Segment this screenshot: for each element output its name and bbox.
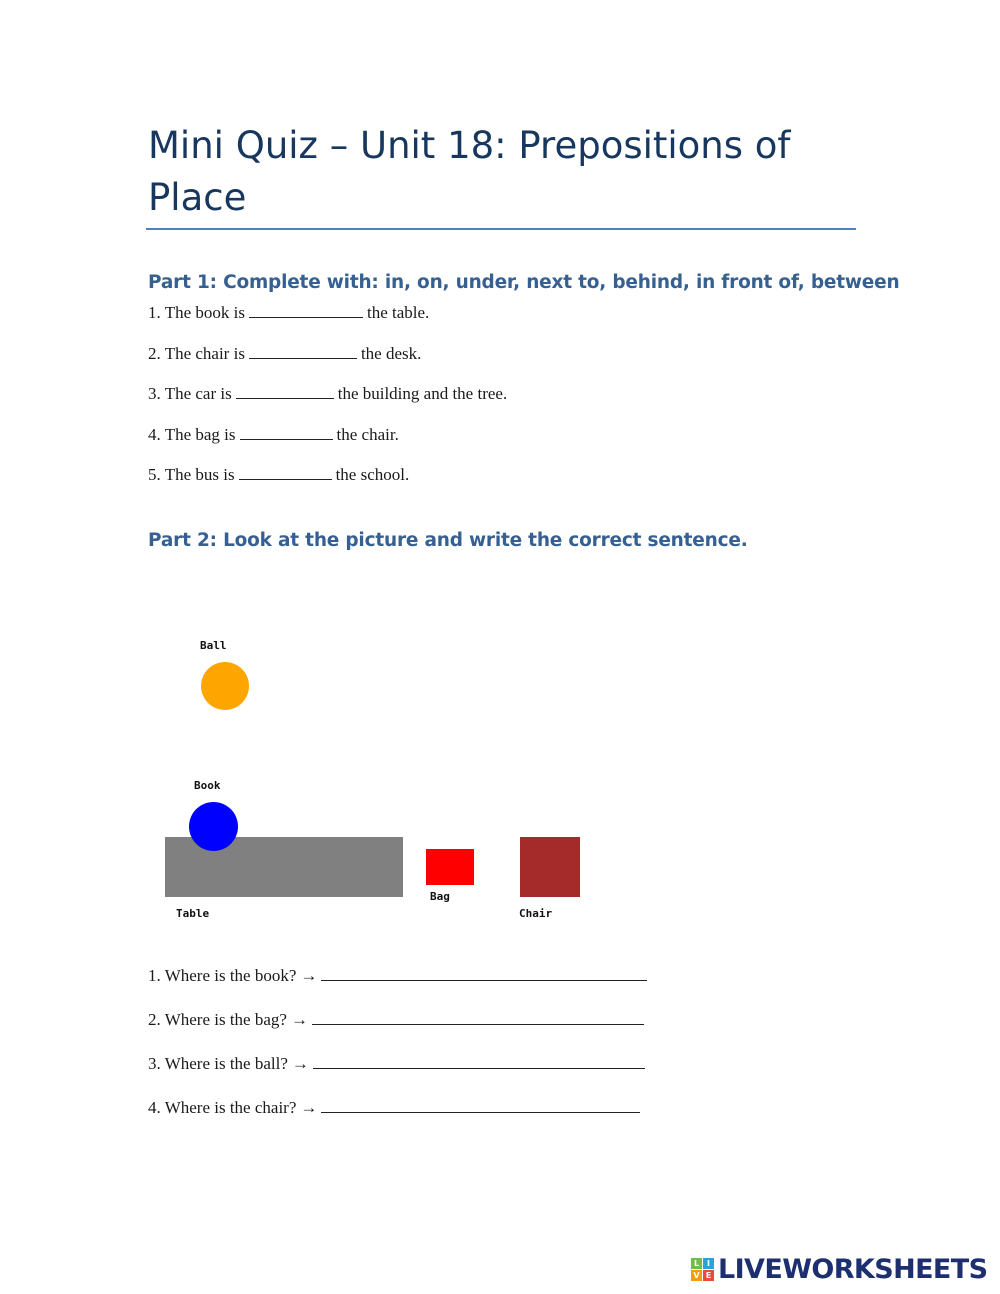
arrow-icon: →: [300, 1098, 318, 1117]
part1-item-3-text: 3. The car is: [148, 384, 232, 403]
arrow-icon: →: [291, 1054, 309, 1073]
part2-answer-1-blank[interactable]: [321, 966, 647, 981]
liveworksheets-logo-icon: [691, 1258, 714, 1281]
part1-item-1: [148, 302, 429, 324]
part2-question-1-text: 1. Where is the book?: [148, 966, 297, 985]
logo-text: LIVEWORKSHEETS: [718, 1254, 988, 1285]
part1-item-5-text: 5. The bus is: [148, 465, 235, 484]
part2-question-3-text: 3. Where is the ball?: [148, 1054, 288, 1073]
part1-item-3-after: the building and the tree.: [337, 384, 508, 403]
part1-item-1-after: the table.: [366, 303, 430, 322]
logo-mark-letter: I: [703, 1258, 714, 1269]
chair-label: Chair: [519, 907, 553, 920]
arrow-icon: →: [290, 1010, 308, 1029]
page-title: Mini Quiz – Unit 18: Prepositions of Place: [148, 124, 791, 219]
part2-answer-4-blank[interactable]: [321, 1098, 640, 1113]
part2-question-4: [148, 1097, 644, 1119]
table-label: Table: [176, 907, 210, 920]
bag-label: Bag: [430, 890, 450, 903]
ball-label: Ball: [200, 639, 227, 652]
logo-mark-letter: V: [691, 1270, 702, 1281]
part1-item-3-blank[interactable]: [236, 384, 334, 399]
title-divider: [146, 228, 856, 230]
logo-mark-letter: E: [703, 1270, 714, 1281]
part2-question-1: [148, 965, 651, 987]
part2-question-3: [148, 1053, 649, 1075]
part2-heading: Part 2: Look at the picture and write the correct sentence.: [148, 530, 748, 551]
logo-mark-letter: L: [691, 1258, 702, 1269]
part1-item-4-blank[interactable]: [240, 425, 333, 440]
part2-question-4-text: 4. Where is the chair?: [148, 1098, 297, 1117]
ball-shape: [201, 662, 249, 710]
part2-question-2-text: 2. Where is the bag?: [148, 1010, 287, 1029]
part1-item-4: [148, 424, 399, 446]
part1-item-3: [148, 383, 507, 405]
bag-shape: [426, 849, 474, 885]
part1-item-5: [148, 464, 409, 486]
part1-heading: Part 1: Complete with: in, on, under, next to, behind, in front of, between: [148, 272, 900, 293]
chair-shape: [520, 837, 580, 897]
part1-item-5-after: the school.: [335, 465, 410, 484]
book-label: Book: [194, 779, 221, 792]
part2-answer-3-blank[interactable]: [313, 1054, 645, 1069]
book-shape: [189, 802, 238, 851]
arrow-icon: →: [300, 966, 318, 985]
part1-item-4-after: the chair.: [336, 425, 399, 444]
part2-question-2: [148, 1009, 648, 1031]
part1-item-1-text: 1. The book is: [148, 303, 245, 322]
part2-answer-2-blank[interactable]: [312, 1010, 644, 1025]
part1-item-2-after: the desk.: [360, 344, 422, 363]
part1-item-2: [148, 343, 421, 365]
part1-item-2-blank[interactable]: [249, 344, 357, 359]
part1-item-5-blank[interactable]: [239, 465, 332, 480]
part1-item-2-text: 2. The chair is: [148, 344, 245, 363]
liveworksheets-logo: [691, 1254, 987, 1285]
part1-item-4-text: 4. The bag is: [148, 425, 236, 444]
part1-item-1-blank[interactable]: [249, 303, 363, 318]
